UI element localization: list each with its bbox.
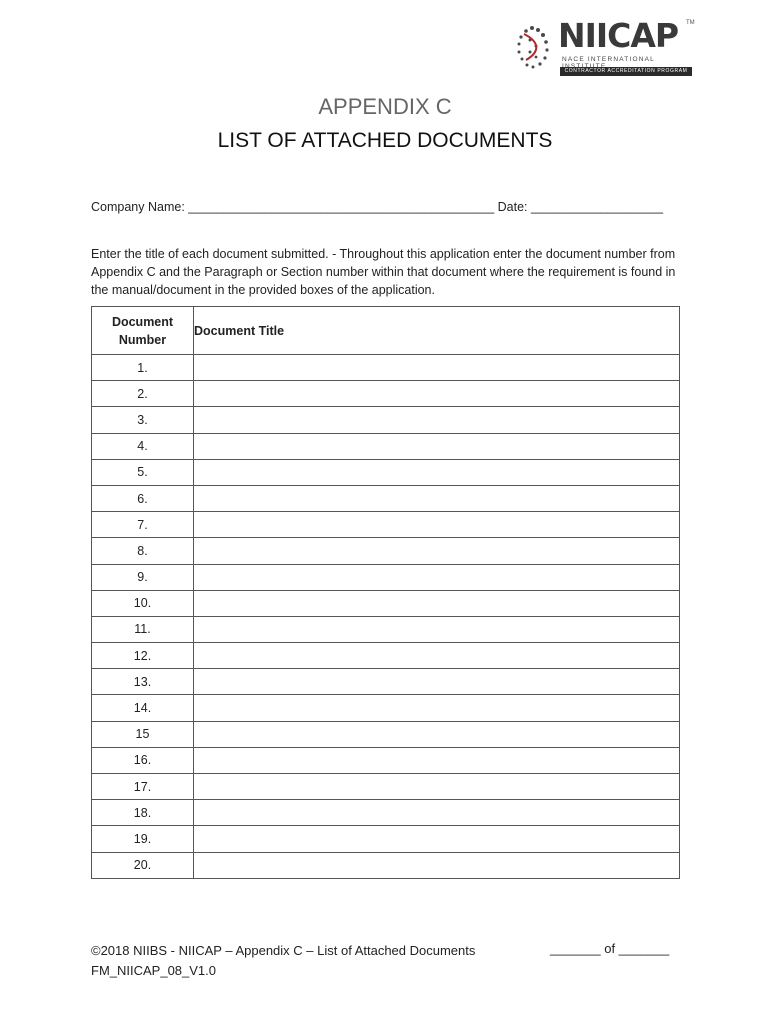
document-number-cell: 6. [92,485,194,511]
document-title-cell[interactable] [194,669,680,695]
table-row [92,512,680,538]
document-number-cell: 9. [92,564,194,590]
document-number-header-line1: Document [111,314,174,329]
document-title-cell[interactable] [194,512,680,538]
table-row [92,407,680,433]
document-title-cell[interactable] [194,459,680,485]
document-title-header: Document Title [194,307,680,355]
document-number-cell: 11. [92,616,194,642]
document-title-cell[interactable] [194,826,680,852]
document-number-header-line2: Number [118,332,167,347]
document-title-cell[interactable] [194,695,680,721]
table-row [92,800,680,826]
table-row [92,355,680,381]
document-number-cell: 1. [92,355,194,381]
document-title-cell[interactable] [194,747,680,773]
document-title-cell[interactable] [194,643,680,669]
document-number-cell: 7. [92,512,194,538]
document-number-cell: 2. [92,381,194,407]
document-number-cell: 10. [92,590,194,616]
document-number-cell: 14. [92,695,194,721]
trademark-symbol: TM [686,20,695,26]
logo-wordmark: NIICAP [558,16,679,55]
document-number-cell: 17. [92,774,194,800]
document-title-cell[interactable] [194,800,680,826]
document-title-cell[interactable] [194,564,680,590]
appendix-heading: APPENDIX C [318,94,452,119]
table-row [92,616,680,642]
document-number-cell: 5. [92,459,194,485]
document-title-cell[interactable] [194,721,680,747]
document-title-cell[interactable] [194,774,680,800]
document-number-cell: 19. [92,826,194,852]
document-number-cell: 3. [92,407,194,433]
document-title-cell[interactable] [194,538,680,564]
table-row [92,538,680,564]
table-row [92,564,680,590]
document-number-cell: 15 [92,721,194,747]
attached-documents-table [91,306,680,879]
footer-copyright: ©2018 NIIBS - NIICAP – Appendix C – List of Attached Documents [91,943,476,958]
table-row [92,774,680,800]
table-row [92,459,680,485]
document-title-cell[interactable] [194,590,680,616]
table-row [92,747,680,773]
page-title: LIST OF ATTACHED DOCUMENTS [217,129,553,152]
document-title-cell[interactable] [194,407,680,433]
globe-icon [510,22,556,74]
document-number-cell: 20. [92,852,194,878]
document-number-cell: 18. [92,800,194,826]
document-number-cell: 13. [92,669,194,695]
document-title-cell[interactable] [194,355,680,381]
logo-program-banner: CONTRACTOR ACCREDITATION PROGRAM [560,67,692,76]
document-title-cell[interactable] [194,852,680,878]
company-name-date-line[interactable]: Company Name: ____________________________________________ Date: ___________________ [91,200,664,214]
table-row [92,590,680,616]
document-number-cell: 12. [92,643,194,669]
table-row [92,852,680,878]
document-number-header [92,307,194,355]
instructions-paragraph: Enter the title of each document submitted. - Throughout this application enter the document number from Appendix C and the Paragraph or Section number within that document where the requirement is found in the manual/document in the provided boxes of the application. [91,247,676,297]
page-of-field[interactable]: _______ of _______ [550,941,670,956]
niicap-logo [510,16,695,88]
logo-subtitle: NACE INTERNATIONAL [562,56,655,63]
document-number-cell: 16. [92,747,194,773]
table-row [92,433,680,459]
table-row [92,721,680,747]
document-title-cell[interactable] [194,616,680,642]
table-row [92,669,680,695]
document-title-cell[interactable] [194,381,680,407]
table-header-row [92,307,680,355]
table-row [92,485,680,511]
table-row [92,381,680,407]
footer-form-id: FM_NIICAP_08_V1.0 [91,963,217,978]
document-number-cell: 8. [92,538,194,564]
document-number-cell: 4. [92,433,194,459]
footer [91,941,475,981]
table-row [92,643,680,669]
document-title-cell[interactable] [194,433,680,459]
table-row [92,826,680,852]
table-row [92,695,680,721]
document-title-cell[interactable] [194,485,680,511]
